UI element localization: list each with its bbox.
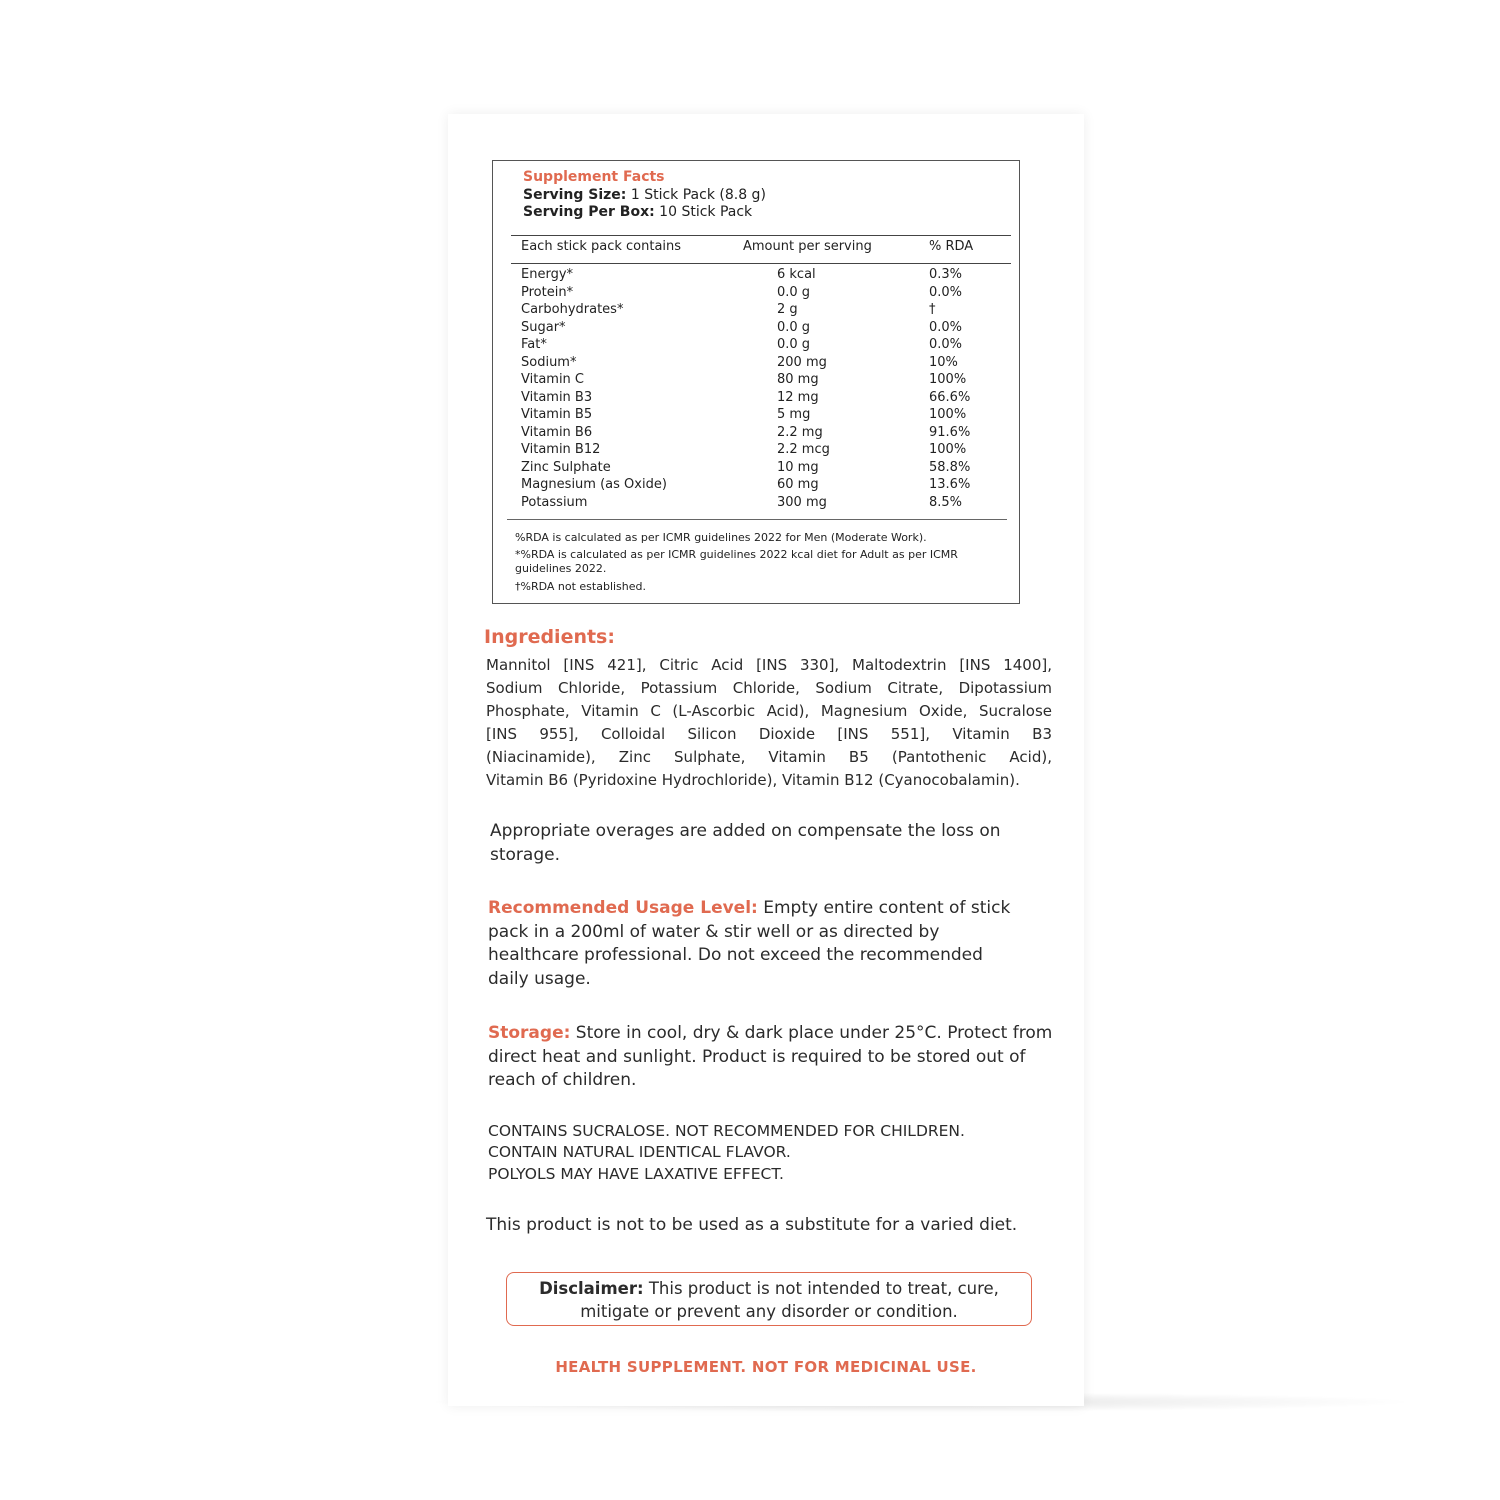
facts-row <box>493 355 1019 373</box>
nutrient-rda: 0.3% <box>929 267 963 282</box>
nutrient-rda: 100% <box>929 442 967 457</box>
ingredients-line: Vitamin B6 (Pyridoxine Hydrochloride), Vitamin B12 (Cyanocobalamin). <box>486 771 1020 789</box>
nutrient-name: Energy* <box>521 267 574 282</box>
facts-row <box>493 320 1019 338</box>
nutrient-rda: 100% <box>929 372 967 387</box>
nutrient-name: Vitamin B12 <box>521 442 601 457</box>
usage-text: Empty entire content of stick pack in a 200ml of water & stir well or as directed by healthcare professional. Do not exceed the recommended daily usage. <box>488 898 1011 989</box>
servings-per-box <box>523 204 752 220</box>
nutrient-rda: 10% <box>929 354 958 370</box>
nutrient-rda: 0.0% <box>929 319 963 335</box>
facts-row <box>493 285 1019 303</box>
nutrient-amount: 200 mg <box>777 354 827 370</box>
nutrient-rda: 8.5% <box>929 494 963 510</box>
facts-row <box>493 390 1019 408</box>
header-amount: Amount per serving <box>743 239 872 254</box>
rda-note-1: %RDA is calculated as per ICMR guidelines 2022 for Men (Moderate Work). <box>515 531 927 544</box>
storage-text: Store in cool, dry & dark place under 25°C. Protect from direct heat and sunlight. Product is required to be stored out of reach of children. <box>488 1023 1053 1090</box>
nutrient-amount: 5 mg <box>777 407 811 422</box>
nutrient-name: Vitamin B3 <box>521 389 593 405</box>
nutrient-name: Sodium* <box>521 354 577 370</box>
nutrient-rda: 100% <box>929 407 967 422</box>
disclaimer-text: This product is not intended to treat, cure, mitigate or prevent any disorder or condition. <box>580 1279 999 1321</box>
serving-size-value: 1 Stick Pack (8.8 g) <box>626 187 766 203</box>
nutrient-name: Sugar* <box>521 319 566 335</box>
ingredients-line: Phosphate, Vitamin C (L-Ascorbic Acid), Magnesium Oxide, Sucralose <box>486 702 1052 720</box>
usage-section <box>488 897 1018 991</box>
nutrient-amount: 2.2 mcg <box>777 442 830 457</box>
facts-row <box>493 407 1019 425</box>
disclaimer-label: Disclaimer: <box>539 1279 644 1298</box>
nutrient-amount: 0.0 g <box>777 337 811 352</box>
facts-row <box>493 337 1019 355</box>
nutrient-rda: 66.6% <box>929 389 971 405</box>
facts-row <box>493 267 1019 285</box>
nutrient-rda: 0.0% <box>929 284 963 300</box>
facts-title: Supplement Facts <box>523 169 665 185</box>
nutrient-rda: † <box>929 302 936 317</box>
nutrient-name: Vitamin C <box>521 372 585 387</box>
facts-rule-header <box>511 263 1011 264</box>
nutrient-amount: 2.2 mg <box>777 424 823 440</box>
nutrient-amount: 2 g <box>777 302 798 317</box>
nutrient-name: Vitamin B5 <box>521 407 593 422</box>
facts-row <box>493 460 1019 478</box>
nutrient-amount: 6 kcal <box>777 267 816 282</box>
rda-note-2: *%RDA is calculated as per ICMR guidelines 2022 kcal diet for Adult as per ICMR guidelines 2022. <box>515 548 958 575</box>
nutrient-name: Fat* <box>521 337 547 352</box>
overages-note: Appropriate overages are added on compensate the loss on storage. <box>490 821 1001 865</box>
nutrient-amount: 10 mg <box>777 459 819 475</box>
nutrient-amount: 80 mg <box>777 372 819 387</box>
facts-row <box>493 495 1019 513</box>
facts-row <box>493 477 1019 495</box>
supplement-facts-panel <box>492 160 1020 604</box>
nutrient-amount: 60 mg <box>777 477 819 492</box>
storage-label: Storage: <box>488 1023 571 1043</box>
nutrient-name: Potassium <box>521 494 588 510</box>
facts-row <box>493 302 1019 320</box>
facts-row <box>493 442 1019 460</box>
servings-value: 10 Stick Pack <box>654 204 753 220</box>
nutrient-name: Protein* <box>521 284 574 300</box>
warning-polyols: POLYOLS MAY HAVE LAXATIVE EFFECT. <box>488 1165 784 1183</box>
disclaimer-box <box>506 1272 1032 1326</box>
nutrient-rda: 91.6% <box>929 424 971 440</box>
nutrient-amount: 0.0 g <box>777 319 811 335</box>
serving-size-label: Serving Size: <box>523 187 627 203</box>
warning-flavor: CONTAIN NATURAL IDENTICAL FLAVOR. <box>488 1143 791 1161</box>
facts-rule-top <box>511 235 1011 236</box>
nutrient-name: Vitamin B6 <box>521 424 593 440</box>
facts-row <box>493 372 1019 390</box>
substitute-note: This product is not to be used as a substitute for a varied diet. <box>486 1215 1018 1235</box>
header-rda: % RDA <box>929 239 974 254</box>
serving-size <box>523 187 766 203</box>
nutrient-name: Magnesium (as Oxide) <box>521 477 667 492</box>
nutrient-name: Carbohydrates* <box>521 302 624 317</box>
nutrient-rda: 0.0% <box>929 337 963 352</box>
ingredients-title: Ingredients: <box>484 626 615 648</box>
header-nutrient: Each stick pack contains <box>521 239 682 254</box>
storage-section <box>488 1022 1070 1093</box>
nutrient-rda: 58.8% <box>929 459 971 475</box>
nutrient-amount: 12 mg <box>777 389 819 405</box>
nutrient-name: Zinc Sulphate <box>521 459 611 475</box>
nutrient-rda: 13.6% <box>929 477 971 492</box>
ingredients-line: (Niacinamide), Zinc Sulphate, Vitamin B5 (Pantothenic Acid), <box>486 748 1052 766</box>
nutrient-amount: 0.0 g <box>777 284 811 300</box>
ingredients-line: Mannitol [INS 421], Citric Acid [INS 330], Maltodextrin [INS 1400], <box>486 656 1052 674</box>
servings-label: Serving Per Box: <box>523 204 655 220</box>
warning-sucralose: CONTAINS SUCRALOSE. NOT RECOMMENDED FOR CHILDREN. <box>488 1122 965 1140</box>
usage-label: Recommended Usage Level: <box>488 898 758 918</box>
facts-row <box>493 425 1019 443</box>
nutrient-amount: 300 mg <box>777 494 827 510</box>
ingredients-line: [INS 955], Colloidal Silicon Dioxide [INS 551], Vitamin B3 <box>486 725 1052 743</box>
rda-note-3: †%RDA not established. <box>515 580 647 593</box>
health-supplement-footer: HEALTH SUPPLEMENT. NOT FOR MEDICINAL USE. <box>555 1358 977 1376</box>
ingredients-line: Sodium Chloride, Potassium Chloride, Sodium Citrate, Dipotassium <box>486 679 1052 697</box>
facts-rule-bottom <box>507 519 1007 520</box>
